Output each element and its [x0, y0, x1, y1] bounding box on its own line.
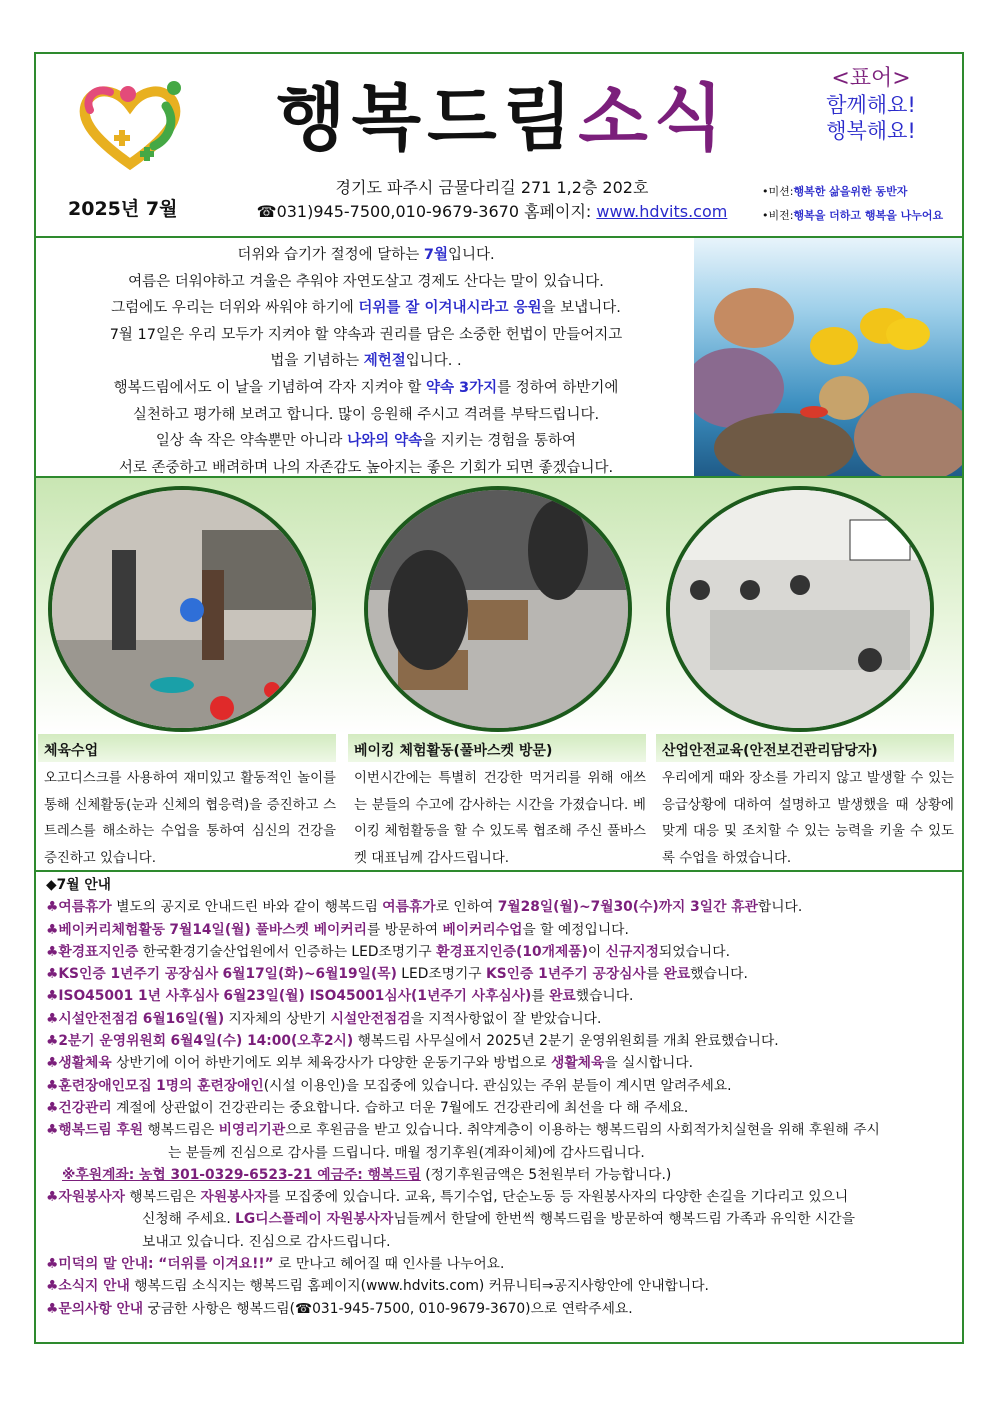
july-notice: [36, 874, 962, 1342]
notice-committee: ♣2분기 운영위원회 6월4일(수) 14:00(오후2시) 행복드림 사무실에서 2025년 2분기 운영위원회를 개최 완료했습니다.: [46, 1033, 779, 1050]
notice-heading: ◆7월 안내: [46, 877, 111, 893]
notice-volunteer: ♣자원봉사자 행복드림은 자원봉사자를 모집중에 있습니다. 교육, 특기수업, 단순노동 등 자원봉사자의 다양한 손길을 기다리고 있으니: [46, 1189, 849, 1206]
notice-greeting: ♣미덕의 말 안내: “더위를 이겨요!!” 로 만나고 헤어질 때 인사를 나누어요.: [46, 1256, 505, 1273]
slogan-line-2: 행복해요!: [826, 119, 916, 143]
title-part-2: 소식: [578, 76, 730, 160]
activity-pe: [38, 734, 336, 872]
notice-volunteer-end: 보내고 있습니다. 진심으로 감사드립니다.: [142, 1233, 391, 1250]
vision-text: 행복을 더하고 행복을 나누어요: [793, 209, 944, 222]
phone: ☎031)945-7500,010-9679-3670 홈페이지:: [256, 202, 597, 221]
address: 경기도 파주시 금물다리길 271 1,2층 202호: [335, 178, 649, 197]
photo-pe-class: [48, 486, 316, 732]
notice-newsletter: ♣소식지 안내 행복드림 소식지는 행복드림 홈페이지(www.hdvits.com) 커뮤니티⇒공지사항안에 안내합니다.: [46, 1278, 709, 1295]
mission-label: •미션:: [762, 185, 794, 198]
slogan-box: [806, 66, 936, 144]
activity-body: 우리에게 때와 장소를 가리지 않고 발생할 수 있는 응급상황에 대하여 설명하고 발생했을 때 상황에 맞게 대응 및 조치할 수 있는 능력을 키울 수 있도록 수업을 하였습니다.: [662, 771, 954, 866]
notice-volunteer-cont: 신청해 주세요. LG디스플레이 자원봉사자님들께서 한달에 한번씩 행복드림을 방문하여 행복드림 가족과 유익한 시간을: [142, 1211, 855, 1228]
notice-account: ※후원계좌: 농협 301-0329-6523-21 예금주: 행복드림 (정기후원금액은 5천원부터 가능합니다.): [62, 1166, 672, 1183]
header: [36, 54, 962, 238]
mission-vision: [762, 180, 943, 228]
notice-vacation: ♣여름휴가 별도의 공지로 안내드린 바와 같이 행복드림 여름휴가로 인하여 7월28일(월)~7월30(수)까지 3일간 휴관합니다.: [46, 899, 803, 916]
activity-title: 베이킹 체험활동(풀바스켓 방문): [348, 734, 646, 762]
notice-iso: ♣ISO45001 1년 사후심사 6월23일(월) ISO45001심사(1년주기 사후심사)를 완료했습니다.: [46, 988, 634, 1005]
notice-ks: ♣KS인증 1년주기 공장심사 6월17일(화)~6월19일(목) LED조명기구 KS인증 1년주기 공장심사를 완료했습니다.: [46, 966, 748, 983]
intro-text: 더위와 습기가 절정에 달하는 7월입니다. 여름은 더워야하고 겨울은 추워야 자연도살고 경제도 산다는 말이 있습니다. 그럼에도 우리는 더위와 싸워야 하기에 더위를 잘 이겨내시라고 응원을 보냅니다. 7월 17일은 우리 모두가 지켜야 할 약속과 권리를 담은 소중한 헌법이 만들어지고 법을 기념하는 제헌절입니다. . 행복드림에서도 이 날을 기념하여 각자 지켜야 할 약속 3가지를 정하여 하반기에 실천하고 평가해 보려고 합니다. 많이 응원해 주시고 격려를 부탁드립니다. 일상 속 작은 약속뿐만 아니라 나와의 약속을 지키는 경험을 통하여 서로 존중하고 배려하며 나의 자존감도 높아지는 좋은 기회가 되면 좋겠습니다.: [109, 247, 623, 476]
notice-donation: ♣행복드림 후원 행복드림은 비영리기관으로 후원금을 받고 있습니다. 취약계층이 이용하는 행복드림의 사회적가치실현을 위해 후원해 주시: [46, 1122, 880, 1139]
notice-health: ♣건강관리 계절에 상관없이 건강관리는 중요합니다. 습하고 더운 7월에도 건강관리에 최선을 다 해 주세요.: [46, 1099, 689, 1116]
activity-body: 오고디스크를 사용하여 재미있고 활동적인 놀이를 통해 신체활동(눈과 신체의 협응력)을 증진하고 스트레스를 해소하는 수업을 통하여 심신의 건강을 증진하고 있습니다.: [44, 771, 336, 866]
intro-section: [36, 238, 962, 478]
photo-section: [36, 478, 962, 734]
notice-bakery: ♣베이커리체험활동 7월14일(월) 풀바스켓 베이커리를 방문하여 베이커리수업을 할 예정입니다.: [46, 921, 629, 938]
logo-icon: [70, 76, 190, 176]
slogan-label: <표어>: [831, 66, 911, 91]
coral-reef-image: [694, 238, 962, 476]
contact-block: [232, 176, 752, 224]
notice-sports: ♣생활체육 상반기에 이어 하반기에도 외부 체육강사가 다양한 운동기구와 방법으로 생활체육을 실시합니다.: [46, 1055, 694, 1072]
activity-baking: [348, 734, 646, 872]
issue-date: 2025년 7월: [68, 198, 178, 220]
slogan-line-1: 함께해요!: [826, 93, 916, 117]
notice-recruit: ♣훈련장애인모집 1명의 훈련장애인(시설 이용인)을 모집중에 있습니다. 관심있는 주위 분들이 계시면 알려주세요.: [46, 1077, 732, 1094]
notice-eco-label: ♣환경표지인증 한국환경기술산업원에서 인증하는 LED조명기구 환경표지인증(10개제품)이 신규지정되었습니다.: [46, 943, 730, 960]
title-part-1: 행복드림: [276, 76, 579, 160]
mission-text: 행복한 삶을위한 동반자: [793, 185, 908, 198]
activity-title: 산업안전교육(안전보건관리담당자): [656, 734, 954, 762]
notice-donation-cont: 는 분들께 진심으로 감사를 드립니다. 매월 정기후원(계좌이체)에 감사드립니다.: [168, 1144, 645, 1161]
activity-body: 이번시간에는 특별히 건강한 먹거리를 위해 애쓰는 분들의 수고에 감사하는 시간을 가졌습니다. 베이킹 체험활동을 할 수 있도록 협조해 주신 풀바스켓 대표님께 감사드립니다.: [354, 771, 646, 866]
photo-baking: [364, 486, 632, 732]
homepage-link[interactable]: www.hdvits.com: [596, 202, 728, 221]
newsletter-title: [276, 60, 729, 164]
newsletter-frame: [34, 52, 964, 1344]
activity-safety: [656, 734, 954, 872]
activity-title: 체육수업: [38, 734, 336, 762]
photo-safety-education: [666, 486, 934, 732]
vision-label: •비전:: [762, 209, 794, 222]
activities-section: [36, 734, 962, 872]
notice-contact: ♣문의사항 안내 궁금한 사항은 행복드림(☎031-945-7500, 010-9679-3670)으로 연락주세요.: [46, 1300, 633, 1317]
notice-safety-check: ♣시설안전점검 6월16일(월) 지자체의 상반기 시설안전점검을 지적사항없이 잘 받았습니다.: [46, 1010, 602, 1027]
